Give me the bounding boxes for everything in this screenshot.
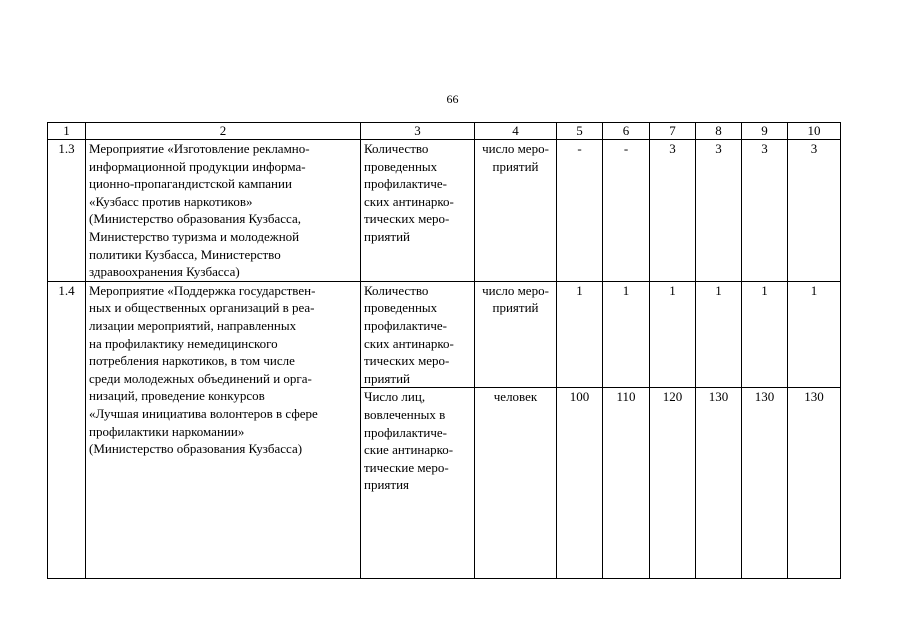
value-cell: 110	[603, 388, 650, 579]
value-cell: 1	[557, 281, 603, 388]
unit: число меро- приятий	[475, 140, 557, 282]
value-cell: 1	[788, 281, 841, 388]
value-cell: 1	[696, 281, 742, 388]
header-cell: 1	[48, 123, 86, 140]
unit: число меро- приятий	[475, 281, 557, 388]
value-cell: 1	[650, 281, 696, 388]
header-cell: 5	[557, 123, 603, 140]
header-cell: 3	[361, 123, 475, 140]
value-cell: 120	[650, 388, 696, 579]
header-cell: 7	[650, 123, 696, 140]
value-cell: 130	[742, 388, 788, 579]
header-cell: 9	[742, 123, 788, 140]
value-cell: 1	[742, 281, 788, 388]
event-description: Мероприятие «Изготовление рекламно- информационной продукции информа- ционно-пропагандистской кампании «Кузбасс против наркотиков» (Министерство образования Кузбасса, Министерство туризма и молодежной политики Кузбасса, Министерство здравоохранения Кузбасса)	[86, 140, 361, 282]
indicator-name: Количество проведенных профилактиче- ских антинарко- тических меро- приятий	[361, 281, 475, 388]
header-cell: 8	[696, 123, 742, 140]
table-row	[48, 281, 841, 388]
header-cell: 2	[86, 123, 361, 140]
row-number: 1.3	[48, 140, 86, 282]
value-cell: -	[557, 140, 603, 282]
indicator-name: Число лиц, вовлеченных в профилактиче- ские антинарко- тические меро- приятия	[361, 388, 475, 579]
table-row	[48, 140, 841, 282]
row-number: 1.4	[48, 281, 86, 579]
value-cell: 130	[788, 388, 841, 579]
value-cell: 3	[788, 140, 841, 282]
event-description: Мероприятие «Поддержка государствен- ных и общественных организаций в реа- лизации мероприятий, направленных на профилактику немедицинского потребления наркотиков, в том числе среди молодежных объединений и орга- низаций, проведение конкурсов «Лучшая инициатива волонтеров в сфере профилактики наркомании» (Министерство образования Кузбасса)	[86, 281, 361, 579]
header-cell: 6	[603, 123, 650, 140]
header-cell: 10	[788, 123, 841, 140]
value-cell: 130	[696, 388, 742, 579]
value-cell: 100	[557, 388, 603, 579]
value-cell: 3	[742, 140, 788, 282]
indicator-name: Количество проведенных профилактиче- ских антинарко- тических меро- приятий	[361, 140, 475, 282]
indicators-table	[47, 122, 841, 579]
unit: человек	[475, 388, 557, 579]
value-cell: 3	[696, 140, 742, 282]
page-number: 66	[446, 92, 459, 106]
header-cell: 4	[475, 123, 557, 140]
value-cell: -	[603, 140, 650, 282]
value-cell: 1	[603, 281, 650, 388]
value-cell: 3	[650, 140, 696, 282]
table-header-row	[48, 123, 841, 140]
